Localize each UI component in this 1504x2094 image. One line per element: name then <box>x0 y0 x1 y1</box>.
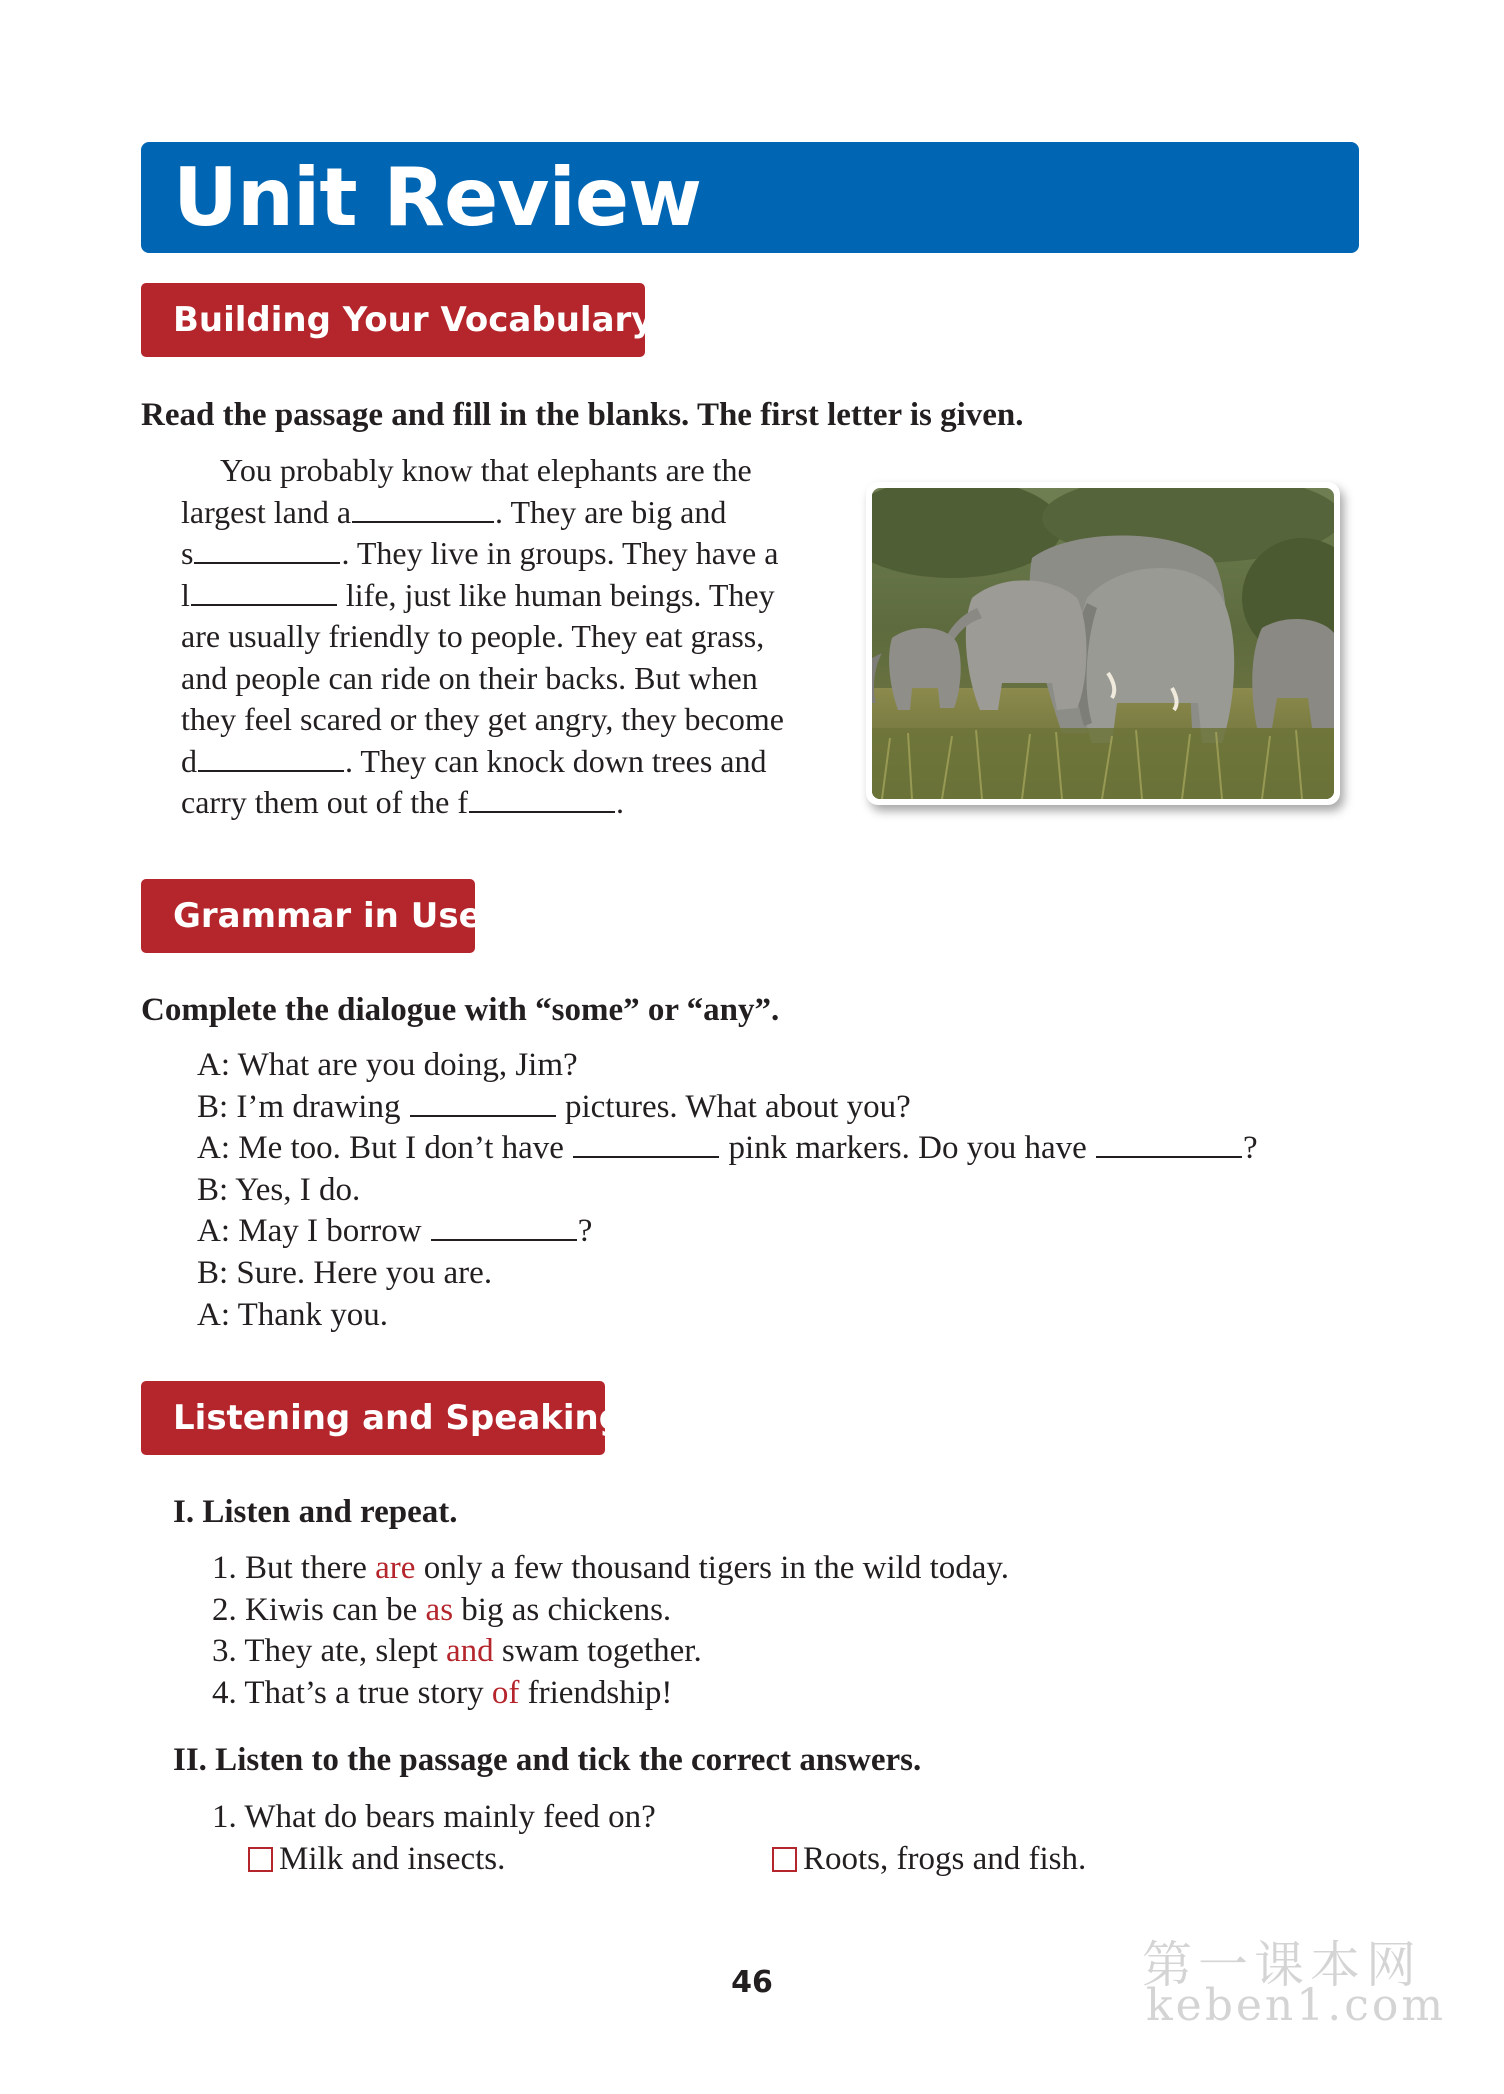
passage-line: You probably know that elephants are the <box>220 452 752 488</box>
unit-review-banner <box>141 142 1359 253</box>
blank-s[interactable] <box>194 536 340 564</box>
elephants-photo <box>866 482 1340 805</box>
dialogue-blank[interactable] <box>1096 1130 1242 1158</box>
dialogue-line: A: May I borrow ? <box>197 1213 593 1250</box>
list-item: 4. That’s a true story of friendship! <box>212 1674 673 1711</box>
dialogue-blank[interactable] <box>410 1089 556 1117</box>
blank-a[interactable] <box>352 495 494 523</box>
answer-option-2[interactable]: Roots, frogs and fish. <box>772 1839 1086 1881</box>
grammar-instruction: Complete the dialogue with “some” or “any”. <box>141 992 780 1028</box>
elephants-illustration <box>872 488 1334 799</box>
dialogue-line: B: I’m drawing pictures. What about you? <box>197 1088 911 1125</box>
grammar-section-tab: Grammar in Use <box>141 879 475 953</box>
checkbox-icon[interactable] <box>772 1847 797 1872</box>
question-1 <box>212 1797 656 1839</box>
dialogue-line: A: Me too. But I don’t have pink markers. Do you have ? <box>197 1130 1258 1167</box>
blank-l[interactable] <box>191 578 337 606</box>
passage-line: are usually friendly to people. They eat grass, <box>181 618 765 654</box>
passage-line: they feel scared or they get angry, they become <box>181 701 784 737</box>
page-number: 46 <box>731 1965 773 2000</box>
listen-tick-heading: II. Listen to the passage and tick the correct answers. <box>173 1742 922 1778</box>
dialogue-line: B: Sure. Here you are. <box>197 1254 493 1291</box>
blank-f[interactable] <box>469 785 615 813</box>
page-title: Unit Review <box>173 151 702 244</box>
listen-repeat-heading: I. Listen and repeat. <box>173 1494 458 1530</box>
list-item: 3. They ate, slept and swam together. <box>212 1633 702 1669</box>
passage-line: largest land a . They are big and <box>181 493 727 530</box>
vocabulary-instruction: Read the passage and fill in the blanks. The first letter is given. <box>141 397 1024 433</box>
passage-line: l life, just like human beings. They <box>181 576 775 613</box>
list-item: 2. Kiwis can be as big as chickens. <box>212 1591 672 1628</box>
answer-option-1[interactable]: Milk and insects. <box>248 1839 505 1881</box>
dialogue-line: B: Yes, I do. <box>197 1171 361 1208</box>
passage-line: and people can ride on their backs. But when <box>181 659 758 696</box>
watermark-en: keben1.com <box>1146 1980 1447 2031</box>
passage-line: d . They can knock down trees and <box>181 742 767 779</box>
dialogue-blank[interactable] <box>431 1213 577 1241</box>
vocabulary-section-tab: Building Your Vocabulary <box>141 283 645 357</box>
listening-section-tab: Listening and Speaking <box>141 1381 605 1455</box>
watermark-cn: 第一课本网 <box>1142 1936 1422 1994</box>
dialogue-line: A: Thank you. <box>197 1296 388 1333</box>
question-text: 1. What do bears mainly feed on? <box>212 1799 656 1835</box>
passage-line: carry them out of the f . <box>181 784 624 820</box>
dialogue-blank[interactable] <box>573 1130 719 1158</box>
listen-repeat-list <box>212 1548 1009 1714</box>
list-item: 1. But there are only a few thousand tigers in the wild today. <box>212 1550 1010 1586</box>
dialogue-line: A: What are you doing, Jim? <box>197 1047 578 1083</box>
vocabulary-passage <box>181 450 861 824</box>
dialogue <box>197 1045 1258 1336</box>
passage-line: s . They live in groups. They have a <box>181 535 779 571</box>
checkbox-icon[interactable] <box>248 1847 273 1872</box>
blank-d[interactable] <box>198 744 344 772</box>
